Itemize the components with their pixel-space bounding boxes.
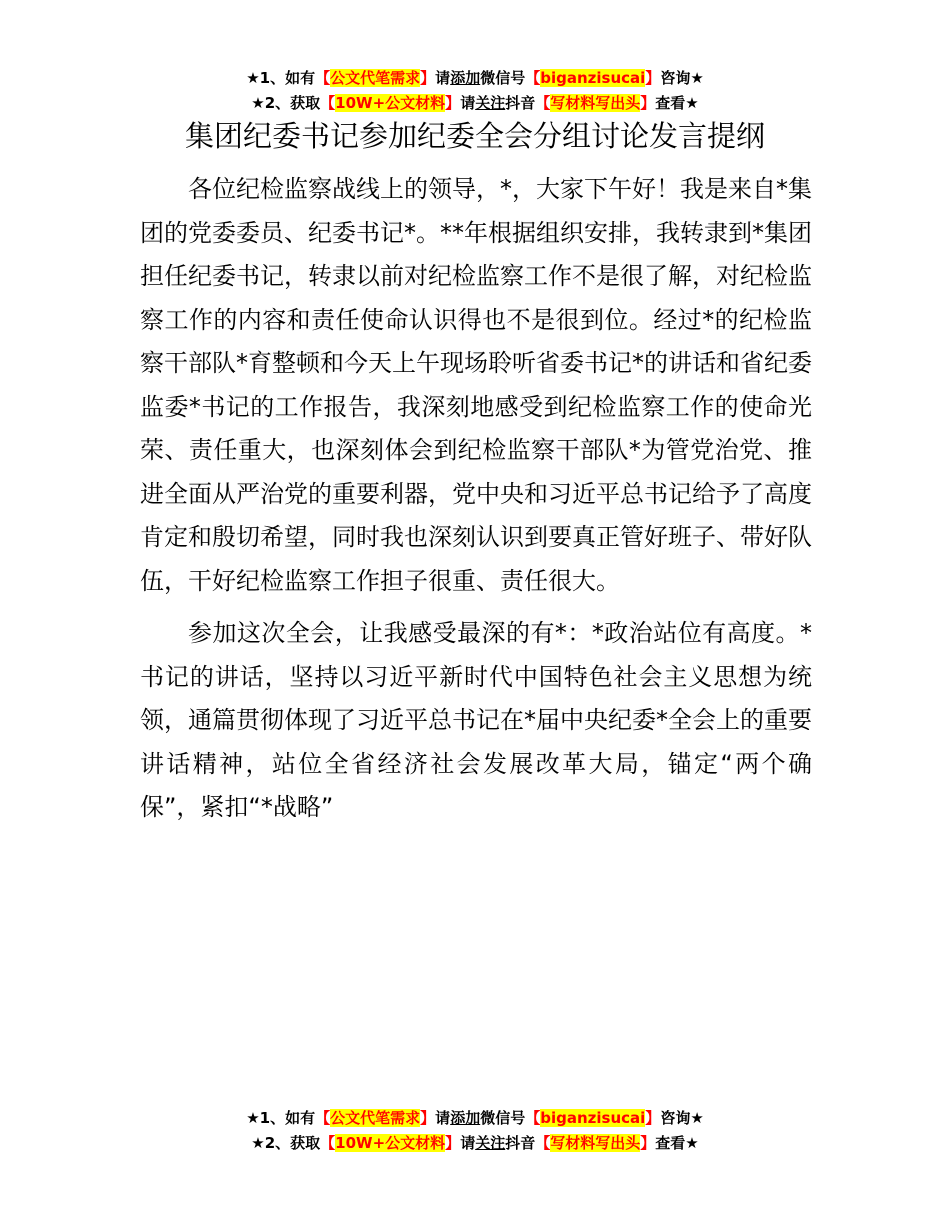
highlight-douyin-account: 写材料写出头 xyxy=(550,94,641,112)
bracket-open: 【 xyxy=(525,1109,541,1127)
promo-underlined: 关注 xyxy=(475,94,506,112)
promo-text: ★2、获取 xyxy=(251,94,321,112)
bracket-close: 】 xyxy=(645,69,661,87)
highlight-wechat-id: biganzisucai xyxy=(540,1109,646,1127)
highlight-douyin-account: 写材料写出头 xyxy=(550,1134,641,1152)
promo-line-1 xyxy=(0,66,950,91)
bracket-open: 【 xyxy=(535,1134,551,1152)
highlight-service: 公文代笔需求 xyxy=(330,69,421,87)
highlight-wechat-id: biganzisucai xyxy=(540,69,646,87)
bracket-close: 】 xyxy=(645,1109,661,1127)
promo-text: 咨询★ xyxy=(660,1109,704,1127)
promo-text: ★1、如有 xyxy=(246,1109,316,1127)
promo-text: 咨询★ xyxy=(660,69,704,87)
bracket-close: 】 xyxy=(445,94,461,112)
promo-text: 查看★ xyxy=(655,94,699,112)
bracket-close: 】 xyxy=(640,1134,656,1152)
highlight-materials: 10W+公文材料 xyxy=(335,94,446,112)
promo-text: 请 xyxy=(435,1109,451,1127)
promo-text: 抖音 xyxy=(505,1134,536,1152)
promo-banner-top xyxy=(0,66,950,116)
highlight-service: 公文代笔需求 xyxy=(330,1109,421,1127)
promo-line-1 xyxy=(0,1106,950,1131)
bracket-open: 【 xyxy=(525,69,541,87)
bracket-close: 】 xyxy=(420,69,436,87)
promo-text: ★1、如有 xyxy=(246,69,316,87)
bracket-open: 【 xyxy=(320,94,336,112)
document-body xyxy=(140,168,812,839)
promo-text: 微信号 xyxy=(480,1109,526,1127)
bracket-open: 【 xyxy=(315,1109,331,1127)
bracket-open: 【 xyxy=(315,69,331,87)
highlight-materials: 10W+公文材料 xyxy=(335,1134,446,1152)
promo-text: ★2、获取 xyxy=(251,1134,321,1152)
promo-text: 请 xyxy=(460,1134,476,1152)
promo-banner-bottom xyxy=(0,1106,950,1156)
bracket-close: 】 xyxy=(640,94,656,112)
promo-text: 抖音 xyxy=(505,94,536,112)
body-paragraph-1: 各位纪检监察战线上的领导，*，大家下午好！我是来自*集团的党委委员、纪委书记*。**年根据组织安排，我转隶到*集团担任纪委书记，转隶以前对纪检监察工作不是很了解，对纪检监察工作的内容和责任使命认识得也不是很到位。经过*的纪检监察干部队*育整顿和今天上午现场聆听省委书记*的讲话和省纪委监委*书记的工作报告，我深刻地感受到纪检监察工作的使命光荣、责任重大，也深刻体会到纪检监察干部队*为管党治党、推进全面从严治党的重要利器，党中央和习近平总书记给予了高度肯定和殷切希望，同时我也深刻认识到要真正管好班子、带好队伍，干好纪检监察工作担子很重、责任很大。 xyxy=(140,175,812,595)
promo-text: 请 xyxy=(435,69,451,87)
document-title: 集团纪委书记参加纪委全会分组讨论发言提纲 xyxy=(184,119,765,153)
promo-text: 请 xyxy=(460,94,476,112)
promo-underlined: 添加 xyxy=(450,69,481,87)
promo-text: 微信号 xyxy=(480,69,526,87)
promo-underlined: 添加 xyxy=(450,1109,481,1127)
bracket-open: 【 xyxy=(535,94,551,112)
bracket-close: 】 xyxy=(420,1109,436,1127)
promo-line-2 xyxy=(0,1131,950,1156)
body-paragraph-2: 参加这次全会，让我感受最深的有*：*政治站位有高度。*书记的讲话，坚持以习近平新时代中国特色社会主义思想为统领，通篇贯彻体现了习近平总书记在*届中央纪委*全会上的重要讲话精神，站位全省经济社会发展改革大局，锚定“两个确保”，紧扣“*战略” xyxy=(140,619,812,821)
bracket-open: 【 xyxy=(320,1134,336,1152)
promo-text: 查看★ xyxy=(655,1134,699,1152)
promo-underlined: 关注 xyxy=(475,1134,506,1152)
promo-line-2 xyxy=(0,91,950,116)
bracket-close: 】 xyxy=(445,1134,461,1152)
